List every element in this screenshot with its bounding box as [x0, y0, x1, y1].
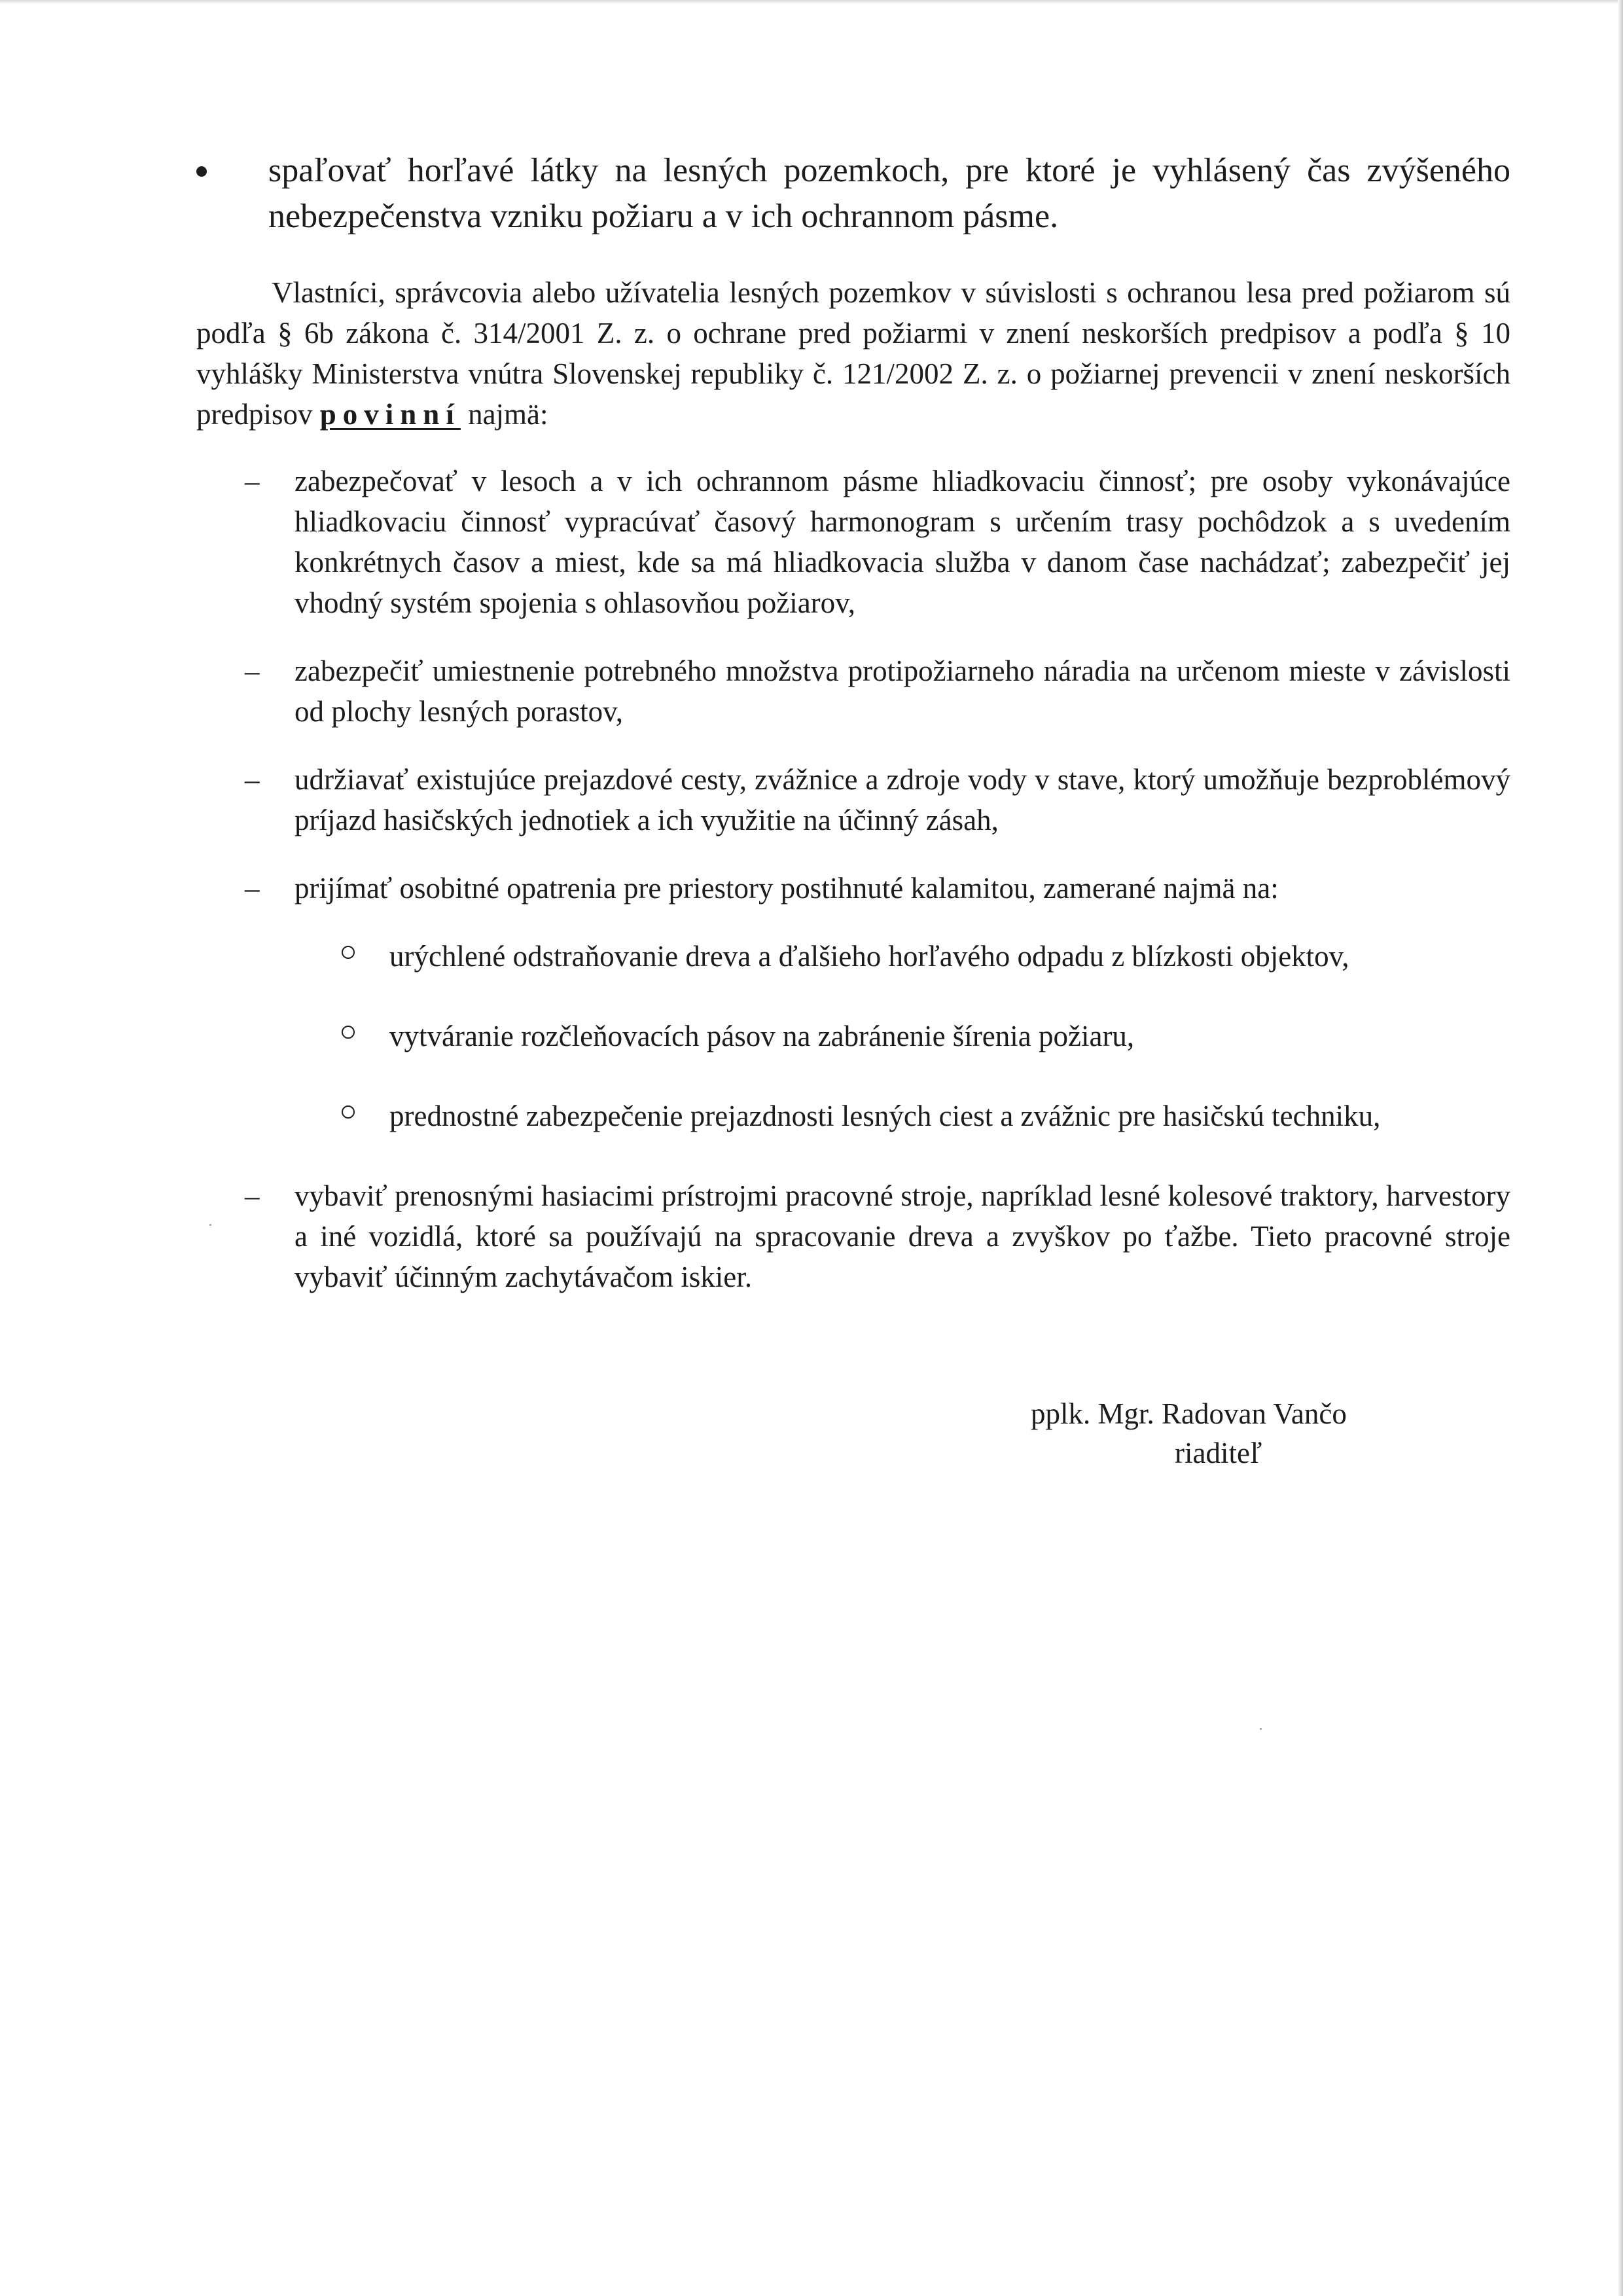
signatory-name: pplk. Mgr. Radovan Vančo	[1031, 1397, 1347, 1430]
list-item-text: vybaviť prenosnými hasiacimi prístrojmi pracovné stroje, napríklad lesné kolesové traktory, harvestory a iné vozidlá, ktoré sa používajú na spracovanie dreva a zvyškov po ťažbe. Tieto pracovné stroje vybaviť účinným zachytávačom iskier.	[294, 1179, 1510, 1293]
sub-list-item	[196, 1016, 1510, 1056]
duties-list	[196, 461, 1510, 1297]
list-item-text: zabezpečiť umiestnenie potrebného množstva protipožiarneho náradia na určenom mieste v závislosti od plochy lesných porastov,	[294, 655, 1510, 728]
signatory-title: riaditeľ	[1175, 1437, 1262, 1469]
list-item-text: prijímať osobitné opatrenia pre priestory postihnuté kalamitou, zamerané najmä na:	[294, 872, 1279, 905]
obligations-paragraph	[196, 272, 1510, 435]
paragraph-emphasis: povinní	[319, 398, 461, 431]
scan-edge-right	[1618, 0, 1623, 2296]
dash-mark: –	[245, 763, 260, 796]
list-item	[196, 651, 1510, 732]
dash-mark: –	[245, 655, 260, 687]
sub-list-item	[196, 1096, 1510, 1136]
list-item	[196, 461, 1510, 623]
bullet-item	[196, 148, 1510, 240]
paragraph-text-before: Vlastníci, správcovia alebo užívatelia lesných pozemkov v súvislosti s ochranou lesa pred požiarom sú podľa § 6b zákona č. 314/2001 Z. z. o ochrane pred požiarmi v znení neskorších predpisov a podľa § 10 vyhlášky Ministerstva vnútra Slovenskej republiky č. 121/2002 Z. z. o požiarnej prevencii v znení neskorších predpisov	[196, 276, 1510, 431]
list-item-text: zabezpečovať v lesoch a v ich ochrannom pásme hliadkovaciu činnosť; pre osoby vykonávajúce hliadkovaciu činnosť vypracúvať časový harmonogram s určením trasy pochôdzok a s uvedením konkrétnych časov a miest, kde sa má hliadkovacia služba v danom čase nachádzať; zabezpečiť jej vhodný systém spojenia s ohlasovňou požiarov,	[294, 465, 1510, 619]
sub-list-item-text: prednostné zabezpečenie prejazdnosti lesných ciest a zvážnic pre hasičskú techniku,	[389, 1100, 1381, 1132]
paragraph-text-after: najmä:	[460, 398, 548, 431]
dash-mark: –	[245, 465, 260, 497]
scan-edge-top	[0, 0, 1623, 4]
sub-list-item	[196, 936, 1510, 977]
list-item	[196, 868, 1510, 908]
bullet-dot-icon	[196, 166, 207, 177]
signature-block	[1031, 1394, 1423, 1473]
list-item	[196, 1175, 1510, 1297]
bullet-item-text: spaľovať horľavé látky na lesných pozemkoch, pre ktoré je vyhlásený čas zvýšeného nebezpečenstva vzniku požiaru a v ich ochrannom pásme.	[268, 152, 1510, 235]
scan-speck	[209, 1224, 211, 1226]
circle-bullet-icon	[342, 946, 355, 959]
circle-bullet-icon	[342, 1105, 355, 1119]
sub-list-item-text: urýchlené odstraňovanie dreva a ďalšieho horľavého odpadu z blízkosti objektov,	[389, 940, 1349, 973]
document-body	[196, 148, 1510, 1325]
dash-mark: –	[245, 872, 260, 905]
list-item-text: udržiavať existujúce prejazdové cesty, zvážnice a zdroje vody v stave, ktorý umožňuje bezproblémový príjazd hasičských jednotiek a ich využitie na účinný zásah,	[294, 763, 1510, 836]
dash-mark: –	[245, 1179, 260, 1212]
list-item	[196, 759, 1510, 840]
scan-speck	[1260, 1728, 1262, 1730]
sub-measures-list	[196, 936, 1510, 1136]
circle-bullet-icon	[342, 1026, 355, 1039]
sub-list-item-text: vytváranie rozčleňovacích pásov na zabránenie šírenia požiaru,	[389, 1020, 1135, 1052]
